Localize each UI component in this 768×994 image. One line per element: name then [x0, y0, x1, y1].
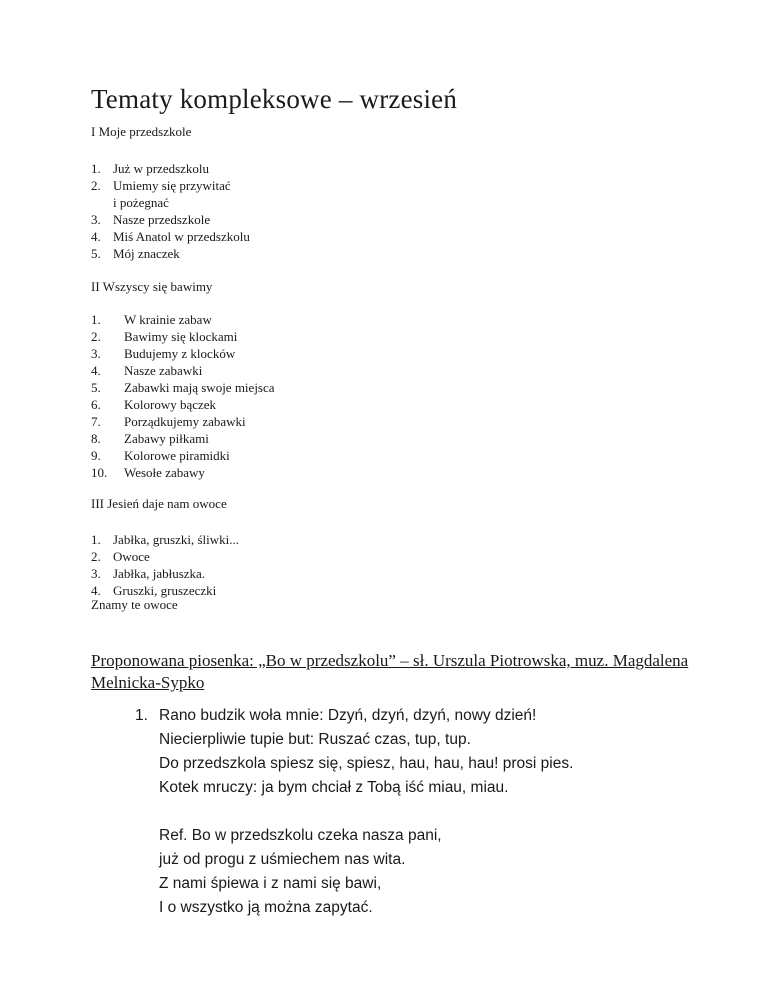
- list-item: 3. Jabłka, jabłuszka.: [91, 566, 206, 581]
- list-item: 3. Budujemy z klocków: [91, 346, 236, 361]
- list-item: 4. Gruszki, gruszeczki: [91, 583, 217, 598]
- section-heading-3: III Jesień daje nam owoce: [91, 496, 227, 511]
- list-item: 5. Zabawki mają swoje miejsca: [91, 380, 275, 395]
- list-item: 3. Nasze przedszkole: [91, 212, 211, 227]
- section-list-2: [91, 311, 275, 481]
- section-heading-1: I Moje przedszkole: [91, 124, 192, 139]
- list-item: 8. Zabawy piłkami: [91, 431, 209, 446]
- verse-line: Niecierpliwie tupie but: Ruszać czas, tup, tup.: [159, 731, 471, 748]
- list-item-continuation: i pożegnać: [113, 195, 169, 210]
- section-note: Znamy te owoce: [91, 597, 178, 612]
- section-list-3: [91, 531, 239, 599]
- verse-line: Kotek mruczy: ja bym chciał z Tobą iść miau, miau.: [159, 779, 509, 796]
- list-item: 2. Bawimy się klockami: [91, 329, 238, 344]
- song-lyrics: [135, 704, 573, 920]
- list-item: 5. Mój znaczek: [91, 246, 180, 261]
- list-item: 6. Kolorowy bączek: [91, 397, 217, 412]
- verse-line: Do przedszkola spiesz się, spiesz, hau, hau, hau! prosi pies.: [159, 755, 574, 772]
- song-title: Proponowana piosenka: „Bo w przedszkolu” – sł. Urszula Piotrowska, muz. Magdalena Melnicka-Sypko: [91, 651, 689, 692]
- page-title: Tematy kompleksowe – wrzesień: [91, 84, 458, 114]
- verse-number: 1.: [135, 707, 148, 724]
- list-item: 10. Wesołe zabawy: [91, 465, 205, 480]
- list-item: 2. Owoce: [91, 549, 150, 564]
- list-item: 2. Umiemy się przywitać: [91, 178, 231, 193]
- list-item: 1. Jabłka, gruszki, śliwki...: [91, 532, 240, 547]
- section-list-1: [91, 160, 250, 262]
- stanza-gap: [135, 800, 573, 824]
- verse-line: 1. Rano budzik woła mnie: Dzyń, dzyń, dzyń, nowy dzień!: [135, 704, 573, 728]
- list-item: 7. Porządkujemy zabawki: [91, 414, 246, 429]
- section-heading-2: II Wszyscy się bawimy: [91, 279, 213, 294]
- refrain-line: Ref. Bo w przedszkolu czeka nasza pani,: [159, 827, 442, 844]
- list-item: 1. Już w przedszkolu: [91, 161, 210, 176]
- refrain-line: Z nami śpiewa i z nami się bawi,: [159, 875, 382, 892]
- list-item: 4. Nasze zabawki: [91, 363, 203, 378]
- refrain-line: I o wszystko ją można zapytać.: [159, 899, 373, 916]
- list-item: 1. W krainie zabaw: [91, 312, 212, 327]
- refrain-line: już od progu z uśmiechem nas wita.: [159, 851, 406, 868]
- list-item: 9. Kolorowe piramidki: [91, 448, 230, 463]
- list-item: 4. Miś Anatol w przedszkolu: [91, 229, 250, 244]
